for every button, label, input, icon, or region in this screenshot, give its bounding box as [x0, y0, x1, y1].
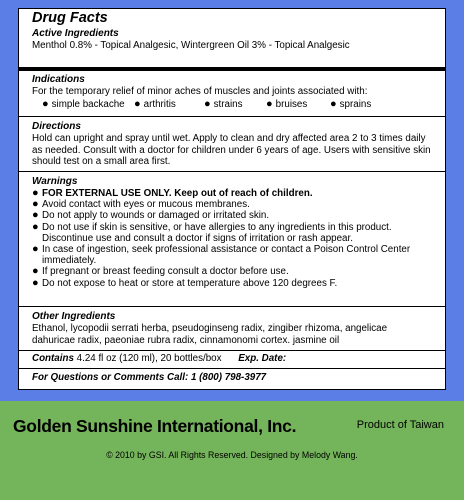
- questions-row: [19, 372, 445, 384]
- section-divider: [19, 116, 445, 117]
- bullet-icon: ●: [32, 198, 39, 211]
- section-divider: [19, 350, 445, 351]
- brand-footer: [0, 401, 464, 500]
- bullet-icon: ●: [32, 243, 39, 256]
- list-item: ● strains: [204, 97, 243, 110]
- warnings-heading: Warnings: [32, 176, 78, 187]
- indications-section: [19, 73, 445, 111]
- other-ingredients-heading: Other Ingredients: [32, 311, 116, 322]
- bullet-icon: ●: [42, 97, 49, 110]
- contains-value: 4.24 fl oz (120 ml), 20 bottles/box: [76, 353, 222, 364]
- list-item: ● Avoid contact with eyes or mucous membranes.: [32, 198, 250, 211]
- questions-text: For Questions or Comments Call: 1 (800) 798-3977: [32, 372, 267, 383]
- contains-label: Contains: [32, 353, 74, 364]
- bullet-icon: ●: [134, 97, 141, 110]
- indications-heading: Indications: [32, 74, 85, 85]
- bullet-icon: ●: [32, 220, 39, 233]
- list-item: ● In case of ingestion, seek professional assistance or contact a Poison Control Center immediately.: [32, 243, 411, 267]
- bullet-icon: ●: [266, 97, 273, 110]
- exp-date-label: Exp. Date:: [238, 353, 287, 364]
- warnings-section: [19, 175, 445, 289]
- drug-facts-header: [19, 10, 445, 52]
- indications-text: For the temporary relief of minor aches of muscles and joints associated with:: [32, 86, 368, 97]
- drug-facts-box: [18, 8, 446, 390]
- bullet-icon: ●: [32, 187, 39, 199]
- bullet-icon: ●: [204, 97, 211, 110]
- section-divider: [19, 171, 445, 172]
- list-item: ● FOR EXTERNAL USE ONLY. Keep out of reach of children.: [32, 187, 313, 199]
- section-divider: [19, 368, 445, 369]
- list-item: ● arthritis: [134, 97, 176, 110]
- copyright-notice: © 2010 by GSI. All Rights Reserved. Designed by Melody Wang.: [106, 450, 358, 460]
- active-ingredients-heading: Active Ingredients: [32, 28, 119, 39]
- section-divider: [19, 306, 445, 307]
- section-divider: [19, 67, 445, 71]
- list-item: ● Do not use if skin is sensitive, or have allergies to any ingredients in this product. Discontinue use and consult a doctor if signs of irritation or rash appear.: [32, 220, 392, 244]
- bullet-icon: ●: [32, 276, 39, 289]
- bullet-icon: ●: [330, 97, 337, 110]
- bullet-icon: ●: [32, 209, 39, 222]
- product-origin: Product of Taiwan: [356, 419, 444, 431]
- contains-row: [19, 353, 445, 365]
- drug-facts-title: Drug Facts: [32, 10, 108, 26]
- company-name: Golden Sunshine International, Inc.: [13, 416, 297, 436]
- active-ingredients-text: Menthol 0.8% - Topical Analgesic, Wintergreen Oil 3% - Topical Analgesic: [32, 40, 350, 51]
- other-ingredients-section: [19, 310, 445, 346]
- list-item: ● Do not apply to wounds or damaged or irritated skin.: [32, 209, 270, 222]
- directions-section: [19, 120, 445, 168]
- list-item: ● sprains: [330, 97, 372, 110]
- list-item: ● If pregnant or breast feeding consult a doctor before use.: [32, 265, 289, 278]
- other-ingredients-text: Ethanol, lycopodii serrati herba, pseudoginseng radix, zingiber rhizoma, angelicae dahuricae radix, paeoniae rubra radix, cinnamonomi cortex. jasmine oil: [32, 323, 388, 346]
- list-item: ● bruises: [266, 97, 308, 110]
- directions-text: Hold can upright and spray until wet. Apply to clean and dry affected area 2 to 3 times daily as needed. Consult with a doctor for children under 6 years of age. Users with sensitive skin should test on a small area first.: [32, 133, 431, 167]
- warnings-list: [32, 188, 432, 289]
- directions-heading: Directions: [32, 121, 81, 132]
- list-item: ● Do not expose to heat or store at temperature above 120 degrees F.: [32, 276, 338, 289]
- list-item: ● simple backache: [42, 97, 125, 110]
- bullet-icon: ●: [32, 265, 39, 278]
- indications-list: [32, 98, 432, 111]
